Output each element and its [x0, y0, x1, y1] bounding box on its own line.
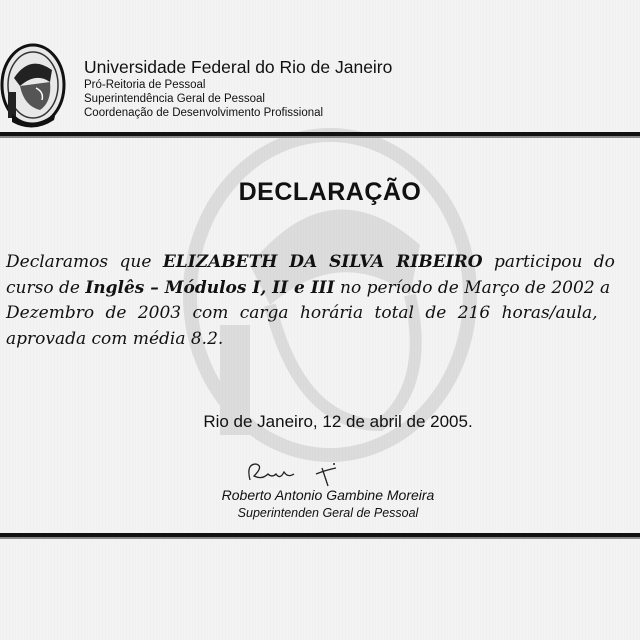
handwritten-signature-icon	[244, 458, 344, 488]
header-subline-pro-reitoria: Pró-Reitoria de Pessoal	[84, 79, 206, 91]
document-title: DECLARAÇÃO	[238, 178, 422, 206]
header-divider	[0, 132, 640, 136]
ufrj-minerva-emblem-icon	[0, 42, 66, 128]
header-subline-superintendencia: Superintendência Geral de Pessoal	[84, 93, 265, 105]
body-line-2: curso de Inglês – Módulos I, II e III no período de Março de 2002 a	[6, 277, 611, 298]
course-name: Inglês – Módulos I, II e III	[85, 277, 335, 298]
header-subline-coordenacao: Coordenação de Desenvolvimento Profissional	[84, 107, 324, 119]
body-line-4: aprovada com média 8.2.	[6, 328, 224, 349]
signer-role: Superintenden Geral de Pessoal	[237, 506, 419, 520]
declaration-body	[6, 250, 640, 352]
footer-divider	[0, 533, 640, 537]
institution-header	[84, 56, 392, 120]
date-line: Rio de Janeiro, 12 de abril de 2005.	[203, 412, 473, 431]
participant-name: ELIZABETH DA SILVA RIBEIRO	[162, 252, 483, 272]
university-name: Universidade Federal do Rio de Janeiro	[84, 57, 393, 77]
body-line-1: Declaramos que ELIZABETH DA SILVA RIBEIRO participou do	[6, 252, 615, 272]
signer-name: Roberto Antonio Gambine Moreira	[221, 487, 435, 503]
body-line-3: Dezembro de 2003 com carga horária total de 216 horas/aula,	[6, 303, 598, 323]
